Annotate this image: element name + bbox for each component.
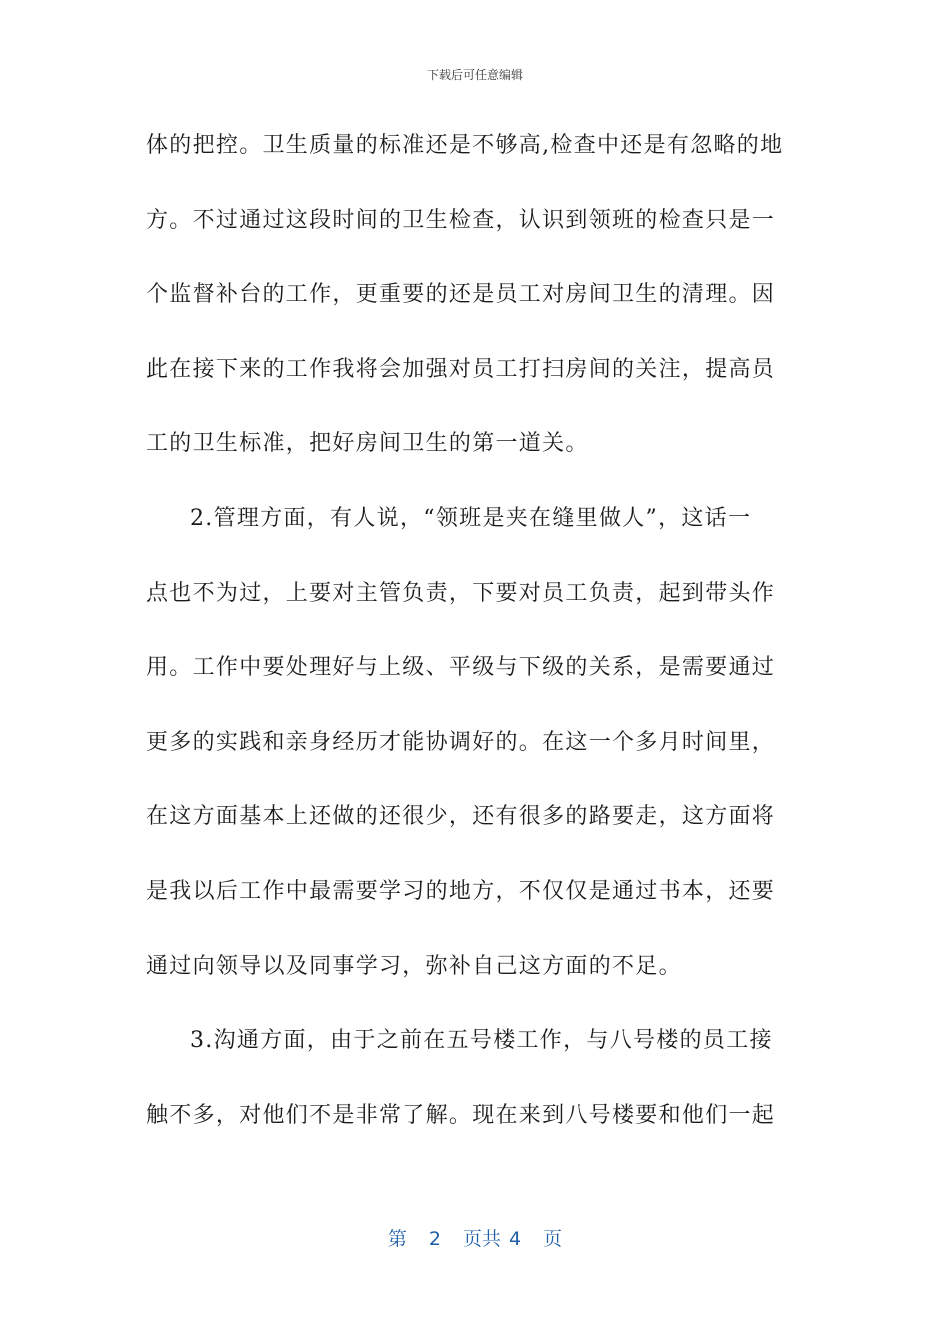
page-header: 下载后可任意编辑 xyxy=(426,68,523,82)
text-line: 此在接下来的工作我将会加强对员工打扫房间的关注，提高员 xyxy=(146,356,776,382)
footer-current-page: 2 xyxy=(428,1228,441,1250)
footer-prefix: 第 xyxy=(387,1228,407,1250)
text-line: 通过向领导以及同事学习，弥补自己这方面的不足。 xyxy=(146,953,682,979)
text-line: 在这方面基本上还做的还很少，还有很多的路要走，这方面将 xyxy=(146,804,776,830)
text-line: 个监督补台的工作，更重要的还是员工对房间卫生的清理。因 xyxy=(146,282,776,308)
page-footer xyxy=(0,1224,950,1251)
paragraph-start-line: 3.沟通方面，由于之前在五号楼工作，与八号楼的员工接 xyxy=(190,1028,773,1054)
footer-middle: 页共 xyxy=(462,1228,501,1250)
text-line: 方。不过通过这段时间的卫生检查，认识到领班的检查只是一 xyxy=(146,207,776,233)
text-line: 工的卫生标准，把好房间卫生的第一道关。 xyxy=(146,431,589,457)
footer-total-pages: 4 xyxy=(509,1228,522,1250)
paragraph-start-line: 2.管理方面，有人说，“领班是夹在缝里做人”，这话一 xyxy=(190,505,752,531)
text-line: 点也不为过，上要对主管负责，下要对员工负责，起到带头作 xyxy=(146,580,776,606)
text-line: 用。工作中要处理好与上级、平级与下级的关系，是需要通过 xyxy=(146,655,776,681)
body-text xyxy=(146,124,806,1168)
text-line: 更多的实践和亲身经历才能协调好的。在这一个多月时间里， xyxy=(146,729,776,755)
text-line: 体的把控。卫生质量的标准还是不够高,检查中还是有忽略的地 xyxy=(146,133,784,158)
text-line: 触不多，对他们不是非常了解。现在来到八号楼要和他们一起 xyxy=(146,1102,776,1128)
text-line: 是我以后工作中最需要学习的地方，不仅仅是通过书本，还要 xyxy=(146,878,776,904)
footer-suffix: 页 xyxy=(543,1228,563,1250)
